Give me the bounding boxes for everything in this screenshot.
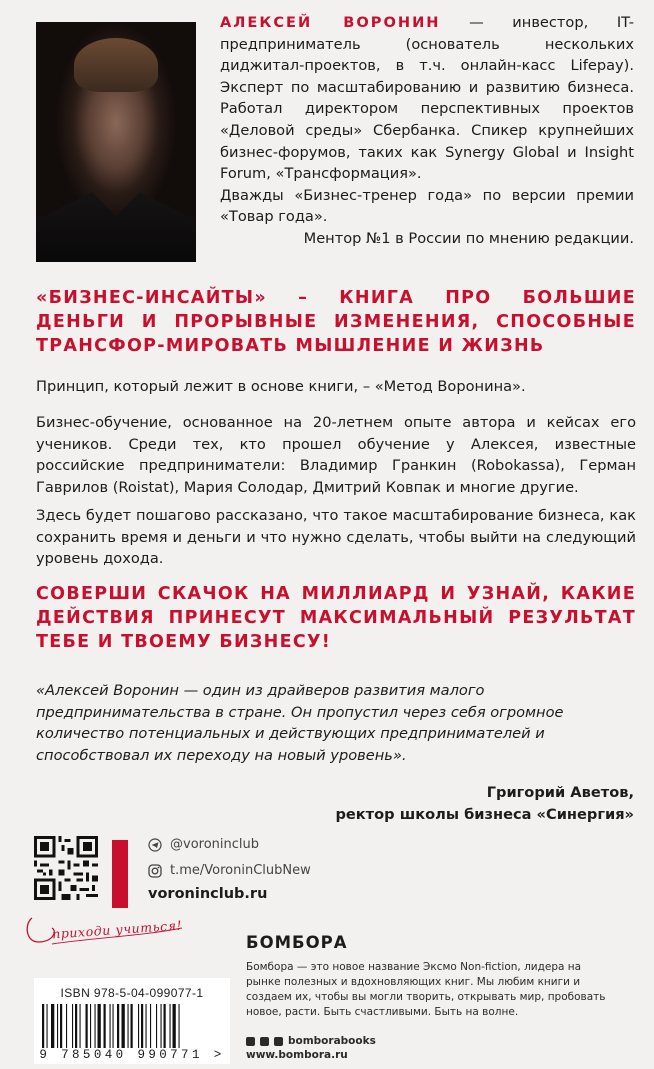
publisher-description	[246, 960, 606, 1020]
publisher-site[interactable]: www.bombora.ru	[246, 1049, 348, 1061]
website-link[interactable]: voroninclub.ru	[148, 886, 268, 902]
publisher-social-handle: bomborabooks	[288, 1035, 376, 1047]
paragraph-training	[36, 412, 636, 498]
publisher-logo: БОМБОРА	[246, 933, 348, 952]
quote-attribution	[335, 782, 634, 825]
attribution-name: Григорий Аветов,	[486, 784, 634, 801]
author-photo-hair	[74, 38, 158, 92]
bio-mentor: Ментор №1 в России по мнению редакции.	[303, 229, 634, 247]
headline-call-to-action: СОВЕРШИ СКАЧОК НА МИЛЛИАРД И УЗНАЙ, КАКИЕ ДЕЙСТВИЯ ПРИНЕСУТ МАКСИМАЛЬНЫЙ РЕЗУЛЬТАТ ТЕБЕ И ТВОЕМУ БИЗНЕСУ!	[36, 584, 636, 652]
vk-icon	[260, 1037, 269, 1046]
paragraph-text: Здесь будет пошагово рассказано, что такое масштабирование бизнеса, как сохранить время и деньги и что нужно сделать, чтобы выйти на следующий уровень дохода.	[36, 507, 636, 568]
bio-awards: Дважды «Бизнес-тренер года» по версии премии «Товар года».	[220, 186, 634, 226]
accent-bar	[112, 840, 128, 908]
publisher-social-row[interactable]	[246, 1034, 376, 1048]
telegram-handle: @voroninclub	[170, 837, 260, 852]
bio-intro-text: — инвестор, IT-предприниматель (основатель нескольких диджитал-проектов, в т.ч. онлайн-касс Lifepay). Эксперт по масштабированию и развитию бизнеса. Работал директором перспективных проектов «Деловой среды» Сбербанка. Спикер крупнейших бизнес-форумов, таких как Synergy Global и Insight Forum, «Трансформация».	[220, 14, 634, 183]
channel-link: t.me/VoroninClubNew	[170, 863, 311, 878]
barcode-bars	[38, 1004, 226, 1048]
instagram-contact[interactable]	[148, 862, 311, 880]
qr-code[interactable]	[34, 836, 98, 900]
paragraph-text: Бизнес-обучение, основанное на 20-летнем опыте автора и кейсах его учеников. Среди тех, кто прошел обучение у Алексея, известные российские предприниматели: Владимир Гранкин (Robokassa), Герман Гаврилов (Roistat), Мария Солодар, Дмитрий Ковпак и многие другие.	[36, 414, 636, 496]
barcode-digits: 9 785040 990771 >	[39, 1048, 225, 1062]
attribution-title: ректор школы бизнеса «Синергия»	[335, 805, 634, 823]
author-name: АЛЕКСЕЙ ВОРОНИН	[220, 14, 441, 31]
headline-book-pitch: «БИЗНЕС-ИНСАЙТЫ» – КНИГА ПРО БОЛЬШИЕ ДЕНЬГИ И ПРОРЫВНЫЕ ИЗМЕНЕНИЯ, СПОСОБНЫЕ ТРАНСФОР-МИРОВАТЬ МЫШЛЕНИЕ И ЖИЗНЬ	[36, 288, 636, 356]
facebook-icon	[246, 1037, 255, 1046]
paragraph-text: Принцип, который лежит в основе книги, – «Метод Воронина».	[36, 378, 526, 395]
paragraph-scaling	[36, 505, 636, 570]
publisher-description-text: Бомбора — это новое название Эксмо Non-fiction, лидера на рынке полезных и вдохновляющих книг. Мы любим книги и создаем их, чтобы вы могли творить, открывать мир, пробовать новое, расти. Быть счастливыми. Быть на волне.	[246, 961, 606, 1018]
author-photo-shirt	[36, 192, 196, 262]
barcode	[34, 978, 230, 1064]
telegram-contact[interactable]	[148, 836, 259, 854]
bio-intro	[220, 12, 634, 185]
isbn-label: ISBN 978-5-04-099077-1	[60, 986, 204, 1000]
instagram-icon	[274, 1037, 283, 1046]
author-bio	[220, 12, 634, 250]
telegram-icon	[148, 838, 162, 852]
handwritten-slogan	[22, 908, 192, 958]
handwritten-text: приходи учиться!	[51, 917, 183, 942]
testimonial-quote: «Алексей Воронин — один из драйверов развития малого предпринимательства в стране. Он пропустил через себя огромное количество потенциальных и действующих предпринимателей и способствовал их переходу на новый уровень».	[36, 682, 564, 764]
author-photo	[36, 22, 196, 262]
paragraph-principle	[36, 376, 636, 398]
instagram-icon	[148, 864, 162, 878]
publisher-links	[246, 1034, 376, 1062]
